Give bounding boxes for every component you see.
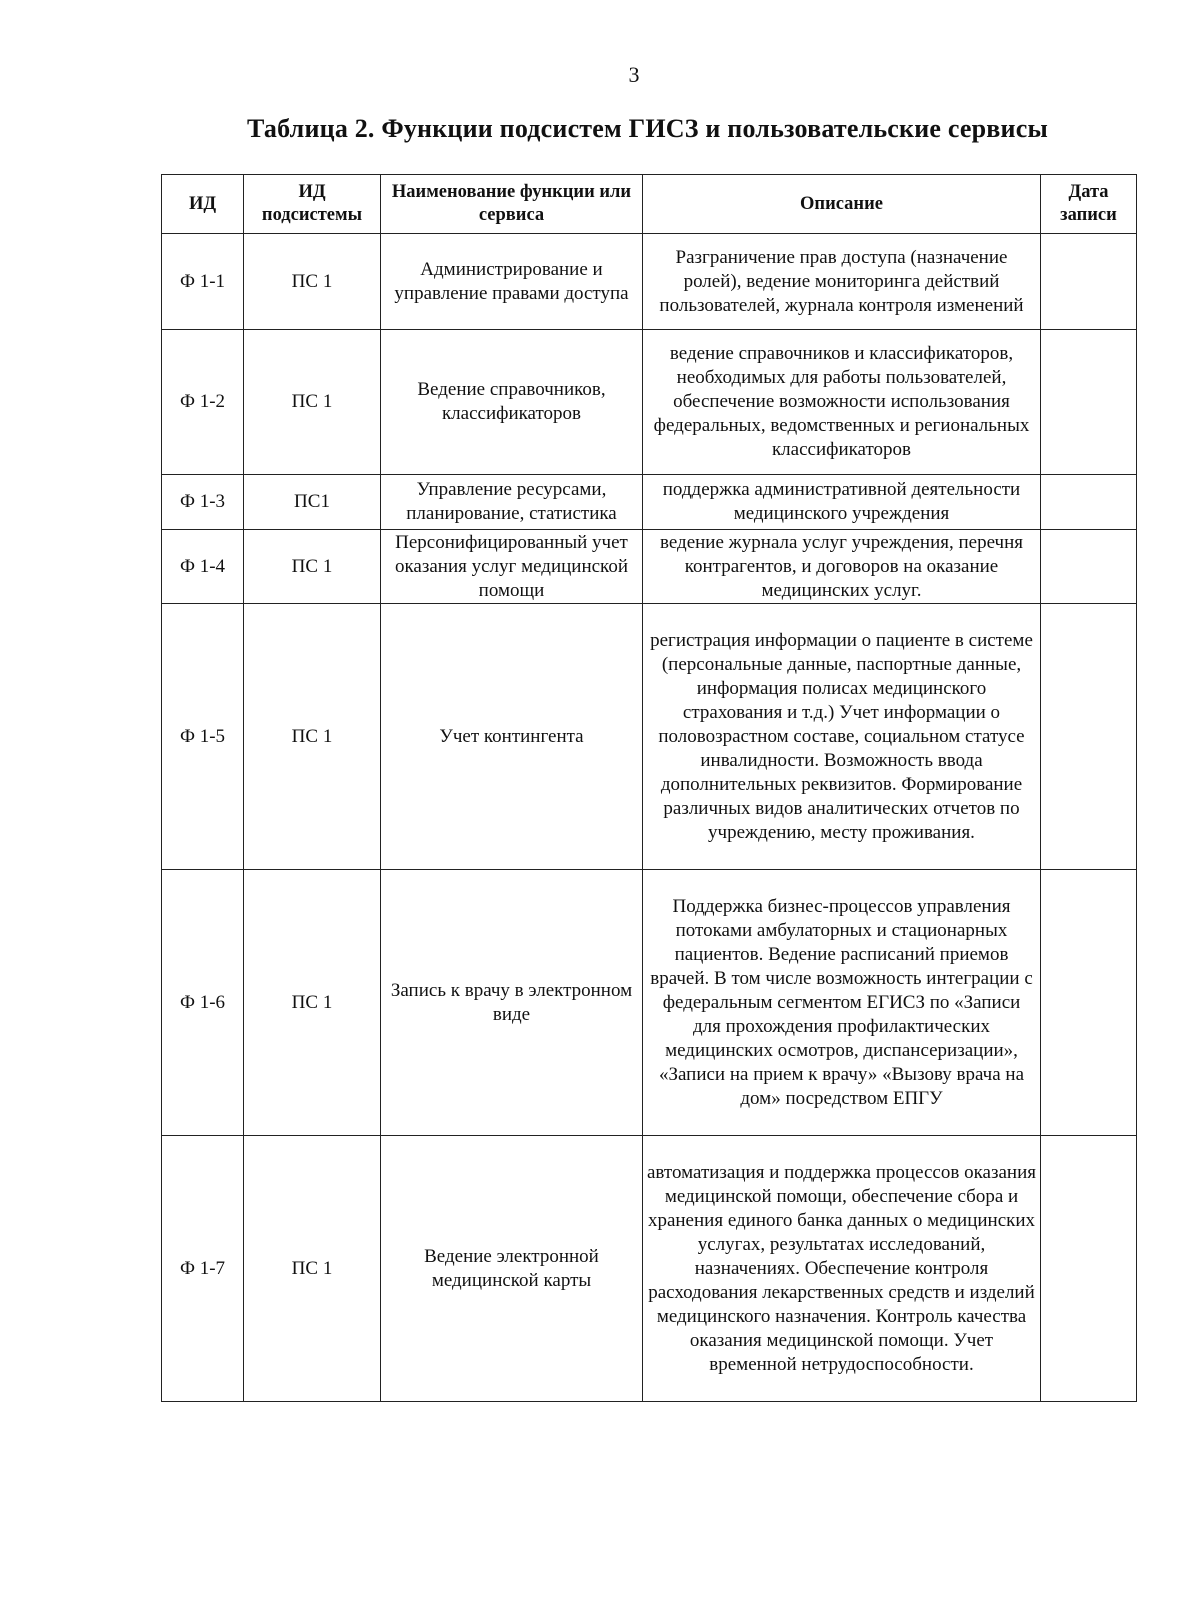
cell-date — [1041, 530, 1137, 604]
cell-id: Ф 1-4 — [162, 530, 244, 604]
cell-date — [1041, 1136, 1137, 1402]
table-row — [162, 870, 1137, 1136]
cell-description: Разграничение прав доступа (назначение ролей), ведение мониторинга действий пользователей, журнала контроля изменений — [643, 234, 1041, 330]
table-row — [162, 1136, 1137, 1402]
cell-subsystem: ПС 1 — [244, 1136, 381, 1402]
header-function-name: Наименование функции или сервиса — [381, 175, 643, 234]
table-header-row — [162, 175, 1137, 234]
table-row — [162, 475, 1137, 530]
cell-id: Ф 1-7 — [162, 1136, 244, 1402]
cell-id: Ф 1-5 — [162, 604, 244, 870]
cell-name: Ведение справочников, классификаторов — [381, 330, 643, 475]
cell-id: Ф 1-2 — [162, 330, 244, 475]
table-title: Таблица 2. Функции подсистем ГИСЗ и пользовательские сервисы — [247, 114, 1048, 143]
table-row — [162, 604, 1137, 870]
cell-date — [1041, 604, 1137, 870]
cell-name: Запись к врачу в электронном виде — [381, 870, 643, 1136]
cell-description: ведение справочников и классификаторов, необходимых для работы пользователей, обеспечение возможности использования федеральных, ведомственных и региональных классификаторов — [643, 330, 1041, 475]
cell-subsystem: ПС1 — [244, 475, 381, 530]
cell-date — [1041, 330, 1137, 475]
cell-description: регистрация информации о пациенте в системе (персональные данные, паспортные данные, информация полисах медицинского страхования и т.д.) Учет информации о половозрастном составе, социальном статусе инвалидности. Возможность ввода дополнительных реквизитов. Формирование различных видов аналитических отчетов по учреждению, месту проживания. — [643, 604, 1041, 870]
functions-table — [161, 174, 1137, 1402]
header-subsystem-id: ИД подсистемы — [244, 175, 381, 234]
cell-id: Ф 1-3 — [162, 475, 244, 530]
table-row — [162, 530, 1137, 604]
cell-name: Управление ресурсами, планирование, статистика — [381, 475, 643, 530]
cell-name: Учет контингента — [381, 604, 643, 870]
cell-id: Ф 1-6 — [162, 870, 244, 1136]
header-description: Описание — [643, 175, 1041, 234]
cell-subsystem: ПС 1 — [244, 234, 381, 330]
cell-date — [1041, 234, 1137, 330]
cell-name: Администрирование и управление правами доступа — [381, 234, 643, 330]
page-number: 3 — [628, 62, 640, 87]
cell-name: Ведение электронной медицинской карты — [381, 1136, 643, 1402]
table-row — [162, 234, 1137, 330]
cell-subsystem: ПС 1 — [244, 530, 381, 604]
cell-id: Ф 1-1 — [162, 234, 244, 330]
cell-subsystem: ПС 1 — [244, 330, 381, 475]
cell-date — [1041, 475, 1137, 530]
header-date: Дата записи — [1041, 175, 1137, 234]
cell-name: Персонифицированный учет оказания услуг медицинской помощи — [381, 530, 643, 604]
cell-description: поддержка административной деятельности медицинского учреждения — [643, 475, 1041, 530]
cell-description: ведение журнала услуг учреждения, перечня контрагентов, и договоров на оказание медицинских услуг. — [643, 530, 1041, 604]
cell-date — [1041, 870, 1137, 1136]
cell-description: автоматизация и поддержка процессов оказания медицинской помощи, обеспечение сбора и хранения единого банка данных о медицинских услугах, результатах исследований, назначениях. Обеспечение контроля расходования лекарственных средств и изделий медицинского назначения. Контроль качества оказания медицинской помощи. Учет временной нетрудоспособности. — [643, 1136, 1041, 1402]
cell-description: Поддержка бизнес-процессов управления потоками амбулаторных и стационарных пациентов. Ведение расписаний приемов врачей. В том числе возможность интеграции с федеральным сегментом ЕГИСЗ по «Записи для прохождения профилактических медицинских осмотров, диспансеризации», «Записи на прием к врачу» «Вызову врача на дом» посредством ЕПГУ — [643, 870, 1041, 1136]
table-row — [162, 330, 1137, 475]
cell-subsystem: ПС 1 — [244, 604, 381, 870]
header-id: ИД — [162, 175, 244, 234]
cell-subsystem: ПС 1 — [244, 870, 381, 1136]
